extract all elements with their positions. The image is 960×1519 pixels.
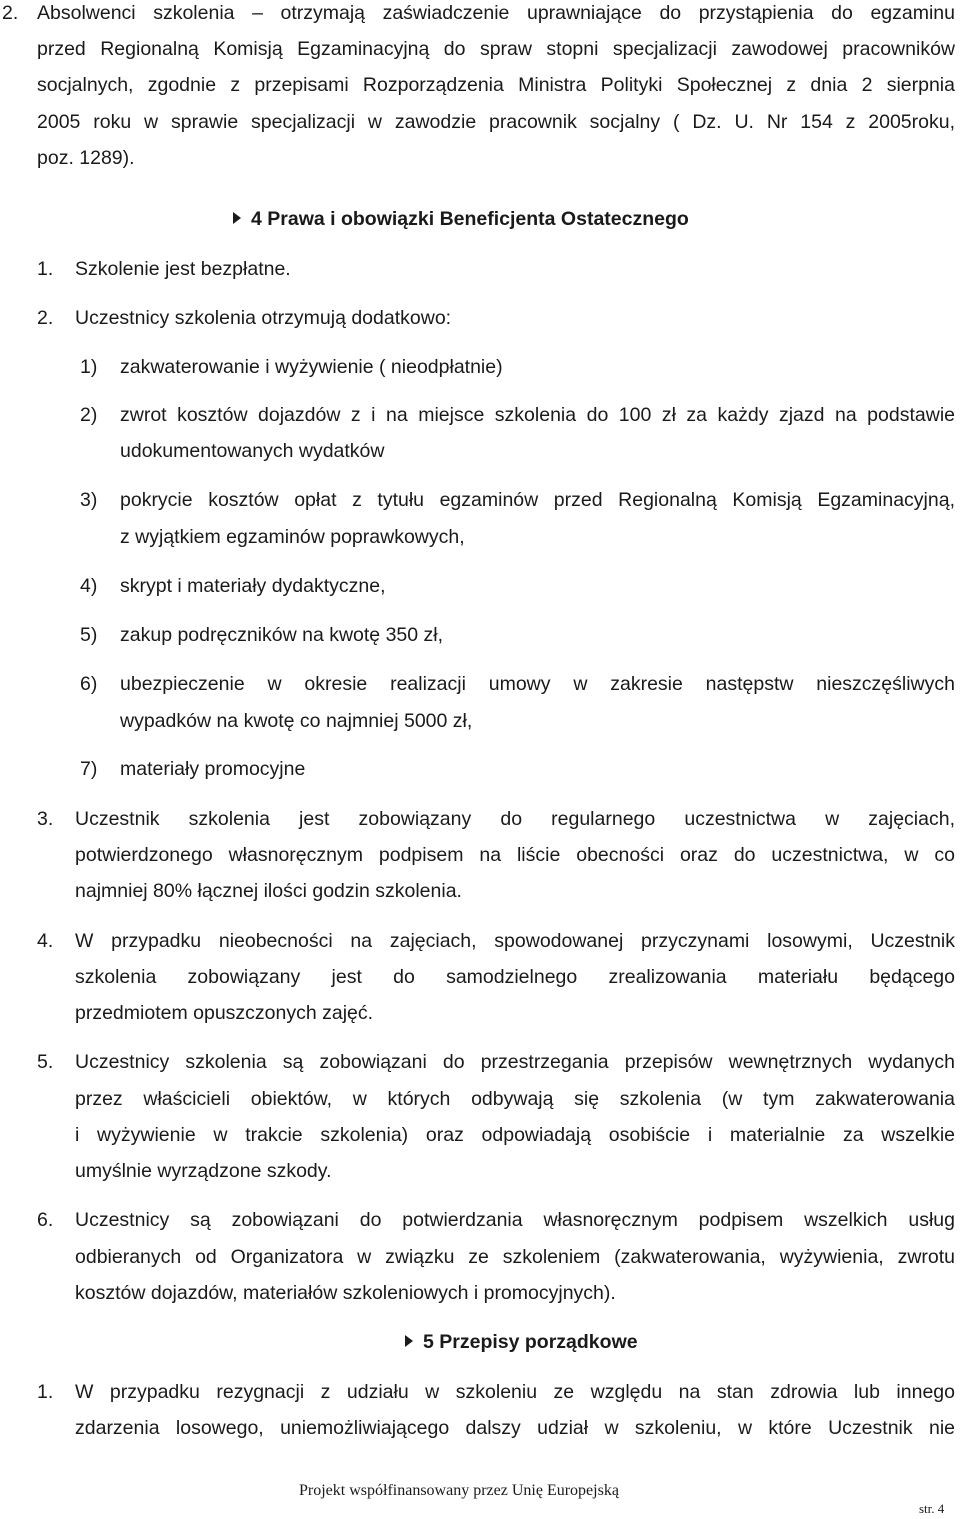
sublist-text: z wyjątkiem egzaminów poprawkowych, [120, 526, 465, 548]
footer-text: Projekt współfinansowany przez Unię Europejską [299, 1482, 619, 1499]
section-heading [405, 1330, 638, 1354]
paragraph-line: potwierdzonego własnoręcznym podpisem na liście obecności oraz do uczestnictwa, w co [75, 844, 955, 866]
paragraph-line: najmniej 80% łącznej ilości godzin szkolenia. [75, 880, 462, 902]
paragraph-line: Uczestnicy szkolenia są zobowiązani do przestrzegania przepisów wewnętrznych wydanych [75, 1051, 955, 1073]
sublist-number: 1) [80, 356, 98, 378]
list-number: 2. [2, 2, 19, 24]
list-item-text: Szkolenie jest bezpłatne. [75, 258, 291, 280]
sublist-text: zwrot kosztów dojazdów z i na miejsce szkolenia do 100 zł za każdy zjazd na podstawie [120, 404, 955, 426]
paragraph-line: umyślnie wyrządzone szkody. [75, 1160, 332, 1182]
sublist-number: 6) [80, 673, 98, 695]
sublist-number: 3) [80, 489, 98, 511]
sublist-number: 4) [80, 575, 98, 597]
section-title: 5 Przepisy porządkowe [423, 1331, 638, 1353]
sublist-text: zakwaterowanie i wyżywienie ( nieodpłatnie) [120, 356, 503, 378]
paragraph-line: Absolwenci szkolenia – otrzymają zaświadczenie uprawniające do przystąpienia do egzaminu [37, 2, 955, 24]
paragraph-line: przed Regionalną Komisją Egzaminacyjną do spraw stopni specjalizacji zawodowej pracowników [37, 38, 955, 60]
list-number: 6. [37, 1209, 54, 1231]
paragraph-line: szkolenia zobowiązany jest do samodzielnego zrealizowania materiału będącego [75, 966, 955, 988]
paragraph-line: W przypadku rezygnacji z udziału w szkoleniu ze względu na stan zdrowia lub innego [75, 1381, 955, 1403]
paragraph-line: zdarzenia losowego, uniemożliwiającego dalszy udział w szkoleniu, w które Uczestnik nie [75, 1417, 955, 1439]
list-number: 1. [37, 258, 54, 280]
paragraph-line: przedmiotem opuszczonych zajęć. [75, 1002, 374, 1024]
sublist-text: udokumentowanych wydatków [120, 440, 385, 462]
paragraph-line: W przypadku nieobecności na zajęciach, spowodowanej przyczynami losowymi, Uczestnik [75, 930, 955, 952]
sublist-text: zakup podręczników na kwotę 350 zł, [120, 624, 444, 646]
sublist-number: 5) [80, 624, 98, 646]
paragraph-line: Uczestnik szkolenia jest zobowiązany do regularnego uczestnictwa w zajęciach, [75, 808, 955, 830]
sublist-text: ubezpieczenie w okresie realizacji umowy w zakresie następstw nieszczęśliwych [120, 673, 955, 695]
triangle-bullet-icon [233, 212, 241, 224]
list-number: 3. [37, 808, 54, 830]
paragraph-line: 2005 roku w sprawie specjalizacji w zawodzie pracownik socjalny ( Dz. U. Nr 154 z 2005roku, [37, 111, 955, 133]
triangle-bullet-icon [405, 1335, 413, 1347]
list-item-text: Uczestnicy szkolenia otrzymują dodatkowo: [75, 307, 452, 329]
list-number: 5. [37, 1051, 54, 1073]
paragraph-line: przez właścicieli obiektów, w których odbywają się szkolenia (w tym zakwaterowania [75, 1088, 955, 1110]
paragraph-line: socjalnych, zgodnie z przepisami Rozporządzenia Ministra Polityki Społecznej z dnia 2 sierpnia [37, 74, 955, 96]
sublist-text: pokrycie kosztów opłat z tytułu egzaminów przed Regionalną Komisją Egzaminacyjną, [120, 489, 955, 511]
list-number: 4. [37, 930, 54, 952]
sublist-number: 2) [80, 404, 98, 426]
sublist-text: materiały promocyjne [120, 758, 306, 780]
section-heading [233, 207, 689, 231]
paragraph-line: poz. 1289). [37, 147, 135, 169]
sublist-number: 7) [80, 758, 98, 780]
paragraph-line: i wyżywienie w trakcie szkolenia) oraz odpowiadają osobiście i materialnie za wszelkie [75, 1124, 955, 1146]
page-number: str. 4 [919, 1501, 945, 1516]
list-number: 1. [37, 1381, 54, 1403]
paragraph-line: odbieranych od Organizatora w związku ze szkoleniem (zakwaterowania, wyżywienia, zwrotu [75, 1246, 955, 1268]
paragraph-line: Uczestnicy są zobowiązani do potwierdzania własnoręcznym podpisem wszelkich usług [75, 1209, 955, 1231]
paragraph-line: kosztów dojazdów, materiałów szkoleniowych i promocyjnych). [75, 1282, 616, 1304]
list-number: 2. [37, 307, 54, 329]
sublist-text: skrypt i materiały dydaktyczne, [120, 575, 386, 597]
sublist-text: wypadków na kwotę co najmniej 5000 zł, [120, 710, 473, 732]
section-title: 4 Prawa i obowiązki Beneficjenta Ostatecznego [251, 208, 689, 230]
